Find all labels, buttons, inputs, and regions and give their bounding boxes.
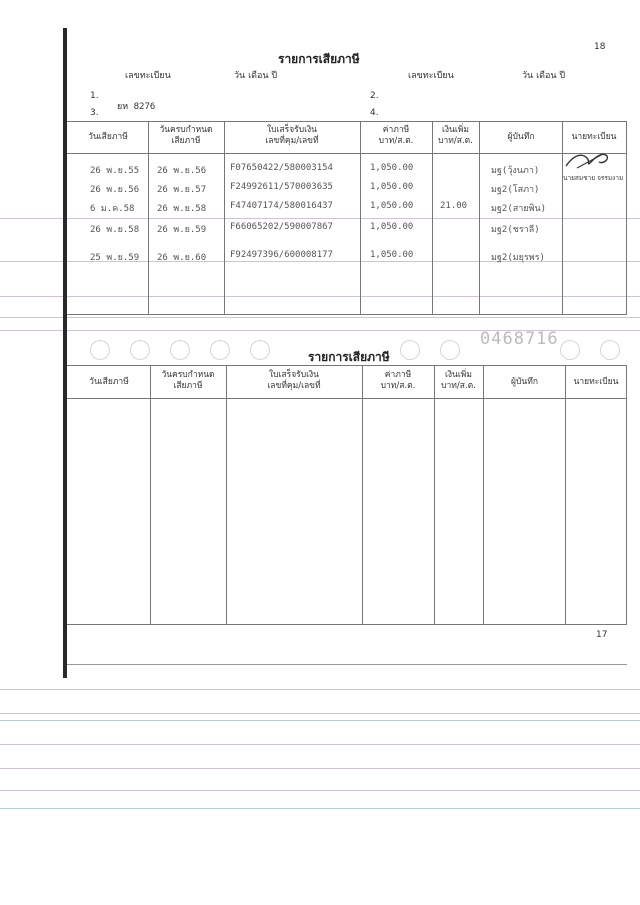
header-due-date: วันครบกำหนด เสียภาษี [159,125,213,146]
entry-num-3: 3. [90,108,99,118]
row-tax-date: 26 พ.ย.58 [90,225,140,235]
row-tax-date: 6 ม.ค.58 [90,204,135,214]
row-tax: 1,050.00 [370,201,414,211]
row-due-date: 26 พ.ย.59 [157,225,207,235]
header-extra: เงินเพิ่ม บาท/ส.ต. [441,370,476,391]
entry-num-2: 2. [370,91,379,101]
row-tax-date: 25 พ.ย.59 [90,253,140,263]
header-tax-date: วันเสียภาษี [88,132,128,142]
page-number-top: 18 [594,42,606,52]
row-recorder: มฐ2(มยุรพร) [491,253,545,263]
reg-label-right: เลขทะเบียน [408,71,454,81]
header-registrar: นายทะเบียน [571,132,617,142]
registrar-name: นายสมชาย จรรมงาม [563,174,624,182]
row-due-date: 26 พ.ย.56 [157,166,207,176]
row-tax-date: 26 พ.ย.55 [90,166,140,176]
serial-number: 0468716 [480,329,559,349]
binding-bar [63,28,67,678]
header-recorder: ผู้บันทึก [507,132,535,142]
row-recorder: มฐ(วุ้งนภา) [491,166,540,176]
header-tax: ค่าภาษี บาท/ส.ต. [380,370,416,391]
signature-graphic [563,146,613,172]
header-due-date: วันครบกำหนด เสียภาษี [161,370,215,391]
date-label-right: วัน เดือน ปี [522,71,566,81]
row-recorder: มฐ2(โสภา) [491,185,540,195]
plate-number: ยห 8276 [117,102,156,112]
date-label-left: วัน เดือน ปี [234,71,278,81]
header-registrar: นายทะเบียน [573,377,619,387]
reg-label-left: เลขทะเบียน [125,71,171,81]
row-due-date: 26 พ.ย.57 [157,185,207,195]
header-extra: เงินเพิ่ม บาท/ส.ต. [438,125,473,146]
header-tax-date: วันเสียภาษี [89,377,129,387]
header-tax: ค่าภาษี บาท/ส.ต. [378,125,414,146]
row-tax: 1,050.00 [370,222,414,232]
row-receipt: F66065202/590007867 [230,222,333,232]
row-tax: 1,050.00 [370,250,414,260]
row-receipt: F07650422/580003154 [230,163,333,173]
row-recorder: มฐ2(สายพิน) [491,204,547,214]
header-receipt: ใบเสร็จรับเงิน เลขที่คุม/เลขที่ [267,370,321,391]
page-bottom-edge [67,664,627,665]
row-receipt: F24992611/570003635 [230,182,333,192]
section1-title: รายการเสียภาษี [278,52,360,66]
row-receipt: F47407174/580016437 [230,201,333,211]
row-tax: 1,050.00 [370,182,414,192]
section2-title: รายการเสียภาษี [308,350,390,364]
row-due-date: 26 พ.ย.60 [157,253,207,263]
row-due-date: 26 พ.ย.58 [157,204,207,214]
header-recorder: ผู้บันทึก [511,377,538,387]
row-extra: 21.00 [440,201,468,211]
row-recorder: มฐ2(ชราลี) [491,225,540,235]
entry-num-4: 4. [370,108,379,118]
page-number-bottom: 17 [596,630,608,640]
row-receipt: F92497396/600008177 [230,250,333,260]
entry-num-1: 1. [90,91,99,101]
header-receipt: ใบเสร็จรับเงิน เลขที่คุม/เลขที่ [265,125,319,146]
row-tax: 1,050.00 [370,163,414,173]
row-tax-date: 26 พ.ย.56 [90,185,140,195]
